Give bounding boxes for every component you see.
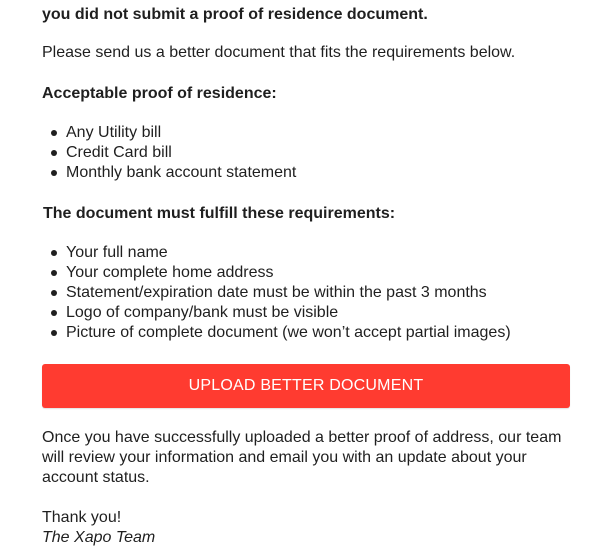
requirements-title: The document must fulfill these requirements: — [43, 205, 396, 222]
outro-text: Once you have successfully uploaded a better proof of address, our team will review your information and email you with an update about your account status. — [42, 429, 562, 486]
bullet-icon — [51, 270, 57, 276]
headline: you did not submit a proof of residence document. — [42, 6, 428, 23]
signature: The Xapo Team — [42, 529, 156, 546]
list-item — [51, 263, 511, 283]
list-item — [51, 143, 296, 163]
list-item — [51, 323, 511, 343]
list-item-label: Statement/expiration date must be within the past 3 months — [66, 284, 487, 301]
list-item-label: Your complete home address — [66, 264, 274, 281]
list-item — [51, 163, 296, 183]
list-item-label: Monthly bank account statement — [66, 164, 297, 181]
list-item — [51, 303, 511, 323]
intro-text: Please send us a better document that fits the requirements below. — [42, 44, 516, 61]
bullet-icon — [51, 330, 57, 336]
acceptable-proof-list — [51, 123, 296, 183]
bullet-icon — [51, 130, 57, 136]
acceptable-proof-title: Acceptable proof of residence: — [42, 85, 277, 102]
list-item-label: Picture of complete document (we won’t accept partial images) — [66, 324, 511, 341]
bullet-icon — [51, 170, 57, 176]
upload-better-document-button[interactable]: UPLOAD BETTER DOCUMENT — [42, 364, 570, 408]
bullet-icon — [51, 290, 57, 296]
list-item-label: Your full name — [66, 244, 168, 261]
requirements-list — [51, 243, 511, 343]
list-item-label: Any Utility bill — [66, 124, 162, 141]
bullet-icon — [51, 150, 57, 156]
thanks-text: Thank you! — [42, 509, 122, 526]
list-item-label: Logo of company/bank must be visible — [66, 304, 339, 321]
bullet-icon — [51, 250, 57, 256]
list-item — [51, 123, 296, 143]
list-item — [51, 283, 511, 303]
list-item-label: Credit Card bill — [66, 144, 172, 161]
bullet-icon — [51, 310, 57, 316]
list-item — [51, 243, 511, 263]
